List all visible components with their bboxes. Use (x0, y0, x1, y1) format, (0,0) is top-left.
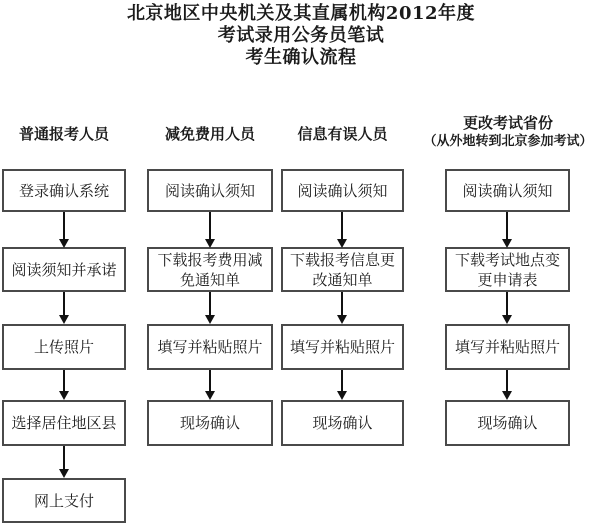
column-header-fee-waiver: 减免费用人员 (164, 125, 255, 143)
column-header-change-province (417, 112, 599, 150)
flow-step-onsite-confirmation: 现场确认 (147, 400, 273, 446)
down-arrow-icon (205, 212, 215, 248)
down-arrow-icon (337, 292, 347, 324)
down-arrow-icon (337, 212, 347, 248)
down-arrow-icon (502, 212, 512, 248)
flow-step-read-confirmation-notice: 阅读确认须知 (281, 169, 404, 212)
flow-step-onsite-confirmation: 现场确认 (445, 400, 570, 446)
flow-step-fill-and-paste-photo: 填写并粘贴照片 (147, 324, 273, 370)
down-arrow-icon (502, 370, 512, 400)
column-header-change-province-sub: （从外地转到北京参加考试） (423, 134, 593, 149)
down-arrow-icon (205, 292, 215, 324)
down-arrow-icon (205, 370, 215, 400)
flow-step-download-fee-waiver-notice: 下载报考费用减免通知单 (147, 247, 273, 292)
flow-step-download-info-change-notice: 下载报考信息更改通知单 (281, 247, 404, 292)
flow-step-fill-and-paste-photo: 填写并粘贴照片 (445, 324, 570, 370)
flow-step-read-confirmation-notice: 阅读确认须知 (445, 169, 570, 212)
flow-step-read-notice-and-promise: 阅读须知并承诺 (2, 247, 126, 292)
flow-step-fill-and-paste-photo: 填写并粘贴照片 (281, 324, 404, 370)
title-line-1: 北京地区中央机关及其直属机构2012年度 (126, 3, 476, 24)
title-line-3: 考生确认流程 (245, 47, 357, 68)
down-arrow-icon (59, 212, 69, 248)
title-line-2: 考试录用公务员笔试 (217, 25, 385, 46)
column-header-change-province-main: 更改考试省份 (462, 114, 553, 132)
flow-step-onsite-confirmation: 现场确认 (281, 400, 404, 446)
flow-step-login-confirm-system: 登录确认系统 (2, 169, 126, 212)
down-arrow-icon (59, 292, 69, 324)
flow-step-select-residence-district: 选择居住地区县 (2, 400, 126, 446)
down-arrow-icon (337, 370, 347, 400)
column-header-incorrect-info: 信息有误人员 (297, 125, 388, 143)
down-arrow-icon (59, 446, 69, 478)
flow-step-download-location-change-form: 下载考试地点变更申请表 (445, 247, 570, 292)
flow-step-online-payment: 网上支付 (2, 478, 126, 523)
down-arrow-icon (59, 370, 69, 400)
flow-step-read-confirmation-notice: 阅读确认须知 (147, 169, 273, 212)
flow-step-upload-photo: 上传照片 (2, 324, 126, 370)
column-header-regular-applicants: 普通报考人员 (18, 125, 109, 143)
diagram-title (0, 3, 602, 69)
down-arrow-icon (502, 292, 512, 324)
